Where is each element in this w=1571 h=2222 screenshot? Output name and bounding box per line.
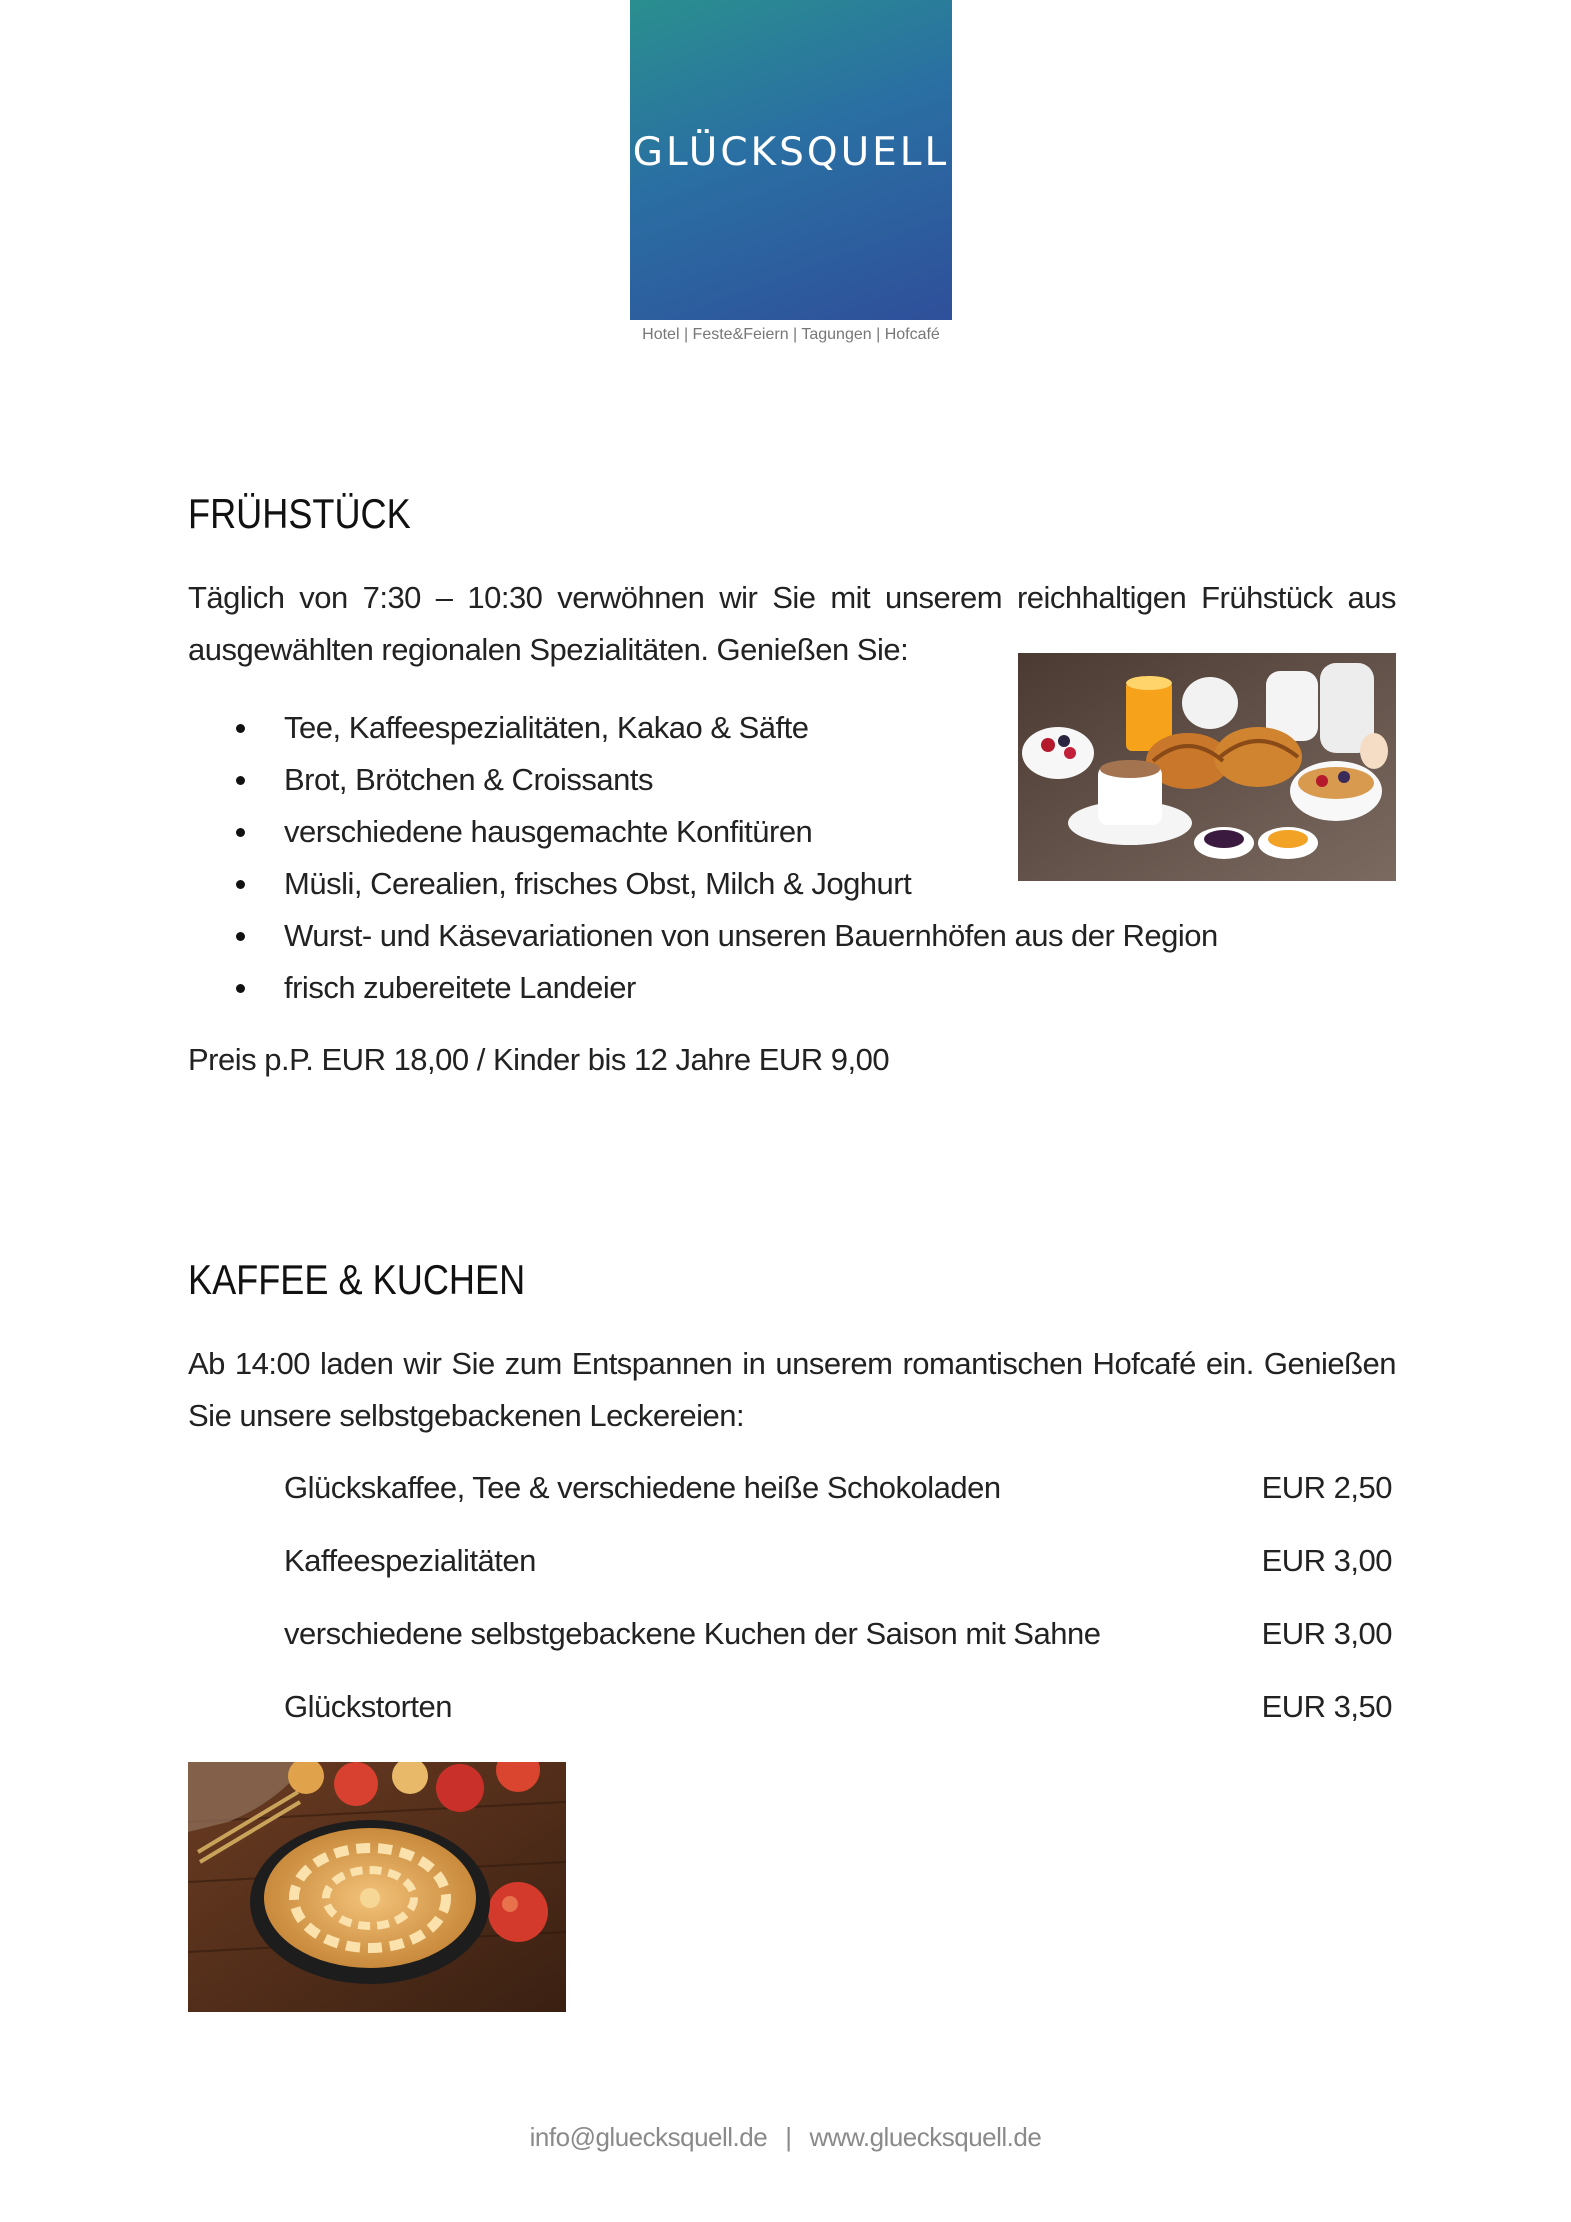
list-item xyxy=(188,806,1218,858)
fruehstueck-title: FRÜHSTÜCK xyxy=(188,490,411,537)
fruehstueck-price: Preis p.P. EUR 18,00 / Kinder bis 12 Jahre EUR 9,00 xyxy=(188,1042,890,1077)
price-item-name: verschiedene selbstgebackene Kuchen der Saison mit Sahne xyxy=(284,1616,1101,1651)
bullet-icon xyxy=(236,880,245,889)
price-item-name: Glückstorten xyxy=(284,1689,453,1724)
list-item-text: Brot, Brötchen & Croissants xyxy=(284,762,653,797)
list-item-text: Wurst- und Käsevariationen von unseren Bauernhöfen aus der Region xyxy=(284,918,1218,953)
footer xyxy=(0,2122,1571,2153)
list-item xyxy=(188,754,1218,806)
price-row xyxy=(284,1539,1392,1612)
list-item-text: frisch zubereitete Landeier xyxy=(284,970,636,1005)
kaffee-title: KAFFEE & KUCHEN xyxy=(188,1256,526,1303)
bullet-icon xyxy=(236,776,245,785)
logo-tagline: Hotel | Feste&Feiern | Tagungen | Hofcafé xyxy=(642,326,940,343)
list-item-text: Tee, Kaffeespezialitäten, Kakao & Säfte xyxy=(284,710,809,745)
price-row xyxy=(284,1612,1392,1685)
kaffee-price-list xyxy=(284,1466,1392,1758)
logo xyxy=(630,0,952,320)
footer-email-link[interactable]: info@gluecksquell.de xyxy=(529,2122,768,2152)
fruehstueck-list xyxy=(188,702,1218,1014)
price-item-price: EUR 3,00 xyxy=(1261,1616,1392,1651)
price-item-price: EUR 3,00 xyxy=(1261,1543,1392,1578)
price-item-name: Glückskaffee, Tee & verschiedene heiße Schokoladen xyxy=(284,1470,1001,1505)
price-row xyxy=(284,1685,1392,1758)
list-item xyxy=(188,910,1218,962)
price-item-price: EUR 2,50 xyxy=(1261,1470,1392,1505)
apple-tart-illustration xyxy=(188,1762,566,2012)
bullet-icon xyxy=(236,984,245,993)
bullet-icon xyxy=(236,932,245,941)
bullet-icon xyxy=(236,828,245,837)
list-item xyxy=(188,702,1218,754)
list-item-text: verschiedene hausgemachte Konfitüren xyxy=(284,814,813,849)
fruehstueck-intro: Täglich von 7:30 – 10:30 verwöhnen wir Sie mit unserem reichhaltigen Frühstück aus ausgewählten regionalen Spezialitäten. Genießen Sie: xyxy=(188,580,1396,667)
list-item xyxy=(188,962,1218,1014)
apple-tart-photo xyxy=(188,1762,566,2012)
price-item-price: EUR 3,50 xyxy=(1261,1689,1392,1724)
footer-separator: | xyxy=(785,2122,792,2152)
list-item-text: Müsli, Cerealien, frisches Obst, Milch & Joghurt xyxy=(284,866,912,901)
footer-website-link[interactable]: www.gluecksquell.de xyxy=(809,2122,1042,2152)
list-item xyxy=(188,858,1218,910)
kaffee-intro: Ab 14:00 laden wir Sie zum Entspannen in unserem romantischen Hofcafé ein. Genießen Sie unsere selbstgebackenen Leckereien: xyxy=(188,1346,1396,1433)
price-row xyxy=(284,1466,1392,1539)
price-item-name: Kaffeespezialitäten xyxy=(284,1543,536,1578)
bullet-icon xyxy=(236,724,245,733)
logo-text: GLÜCKSQUELL xyxy=(632,130,950,175)
